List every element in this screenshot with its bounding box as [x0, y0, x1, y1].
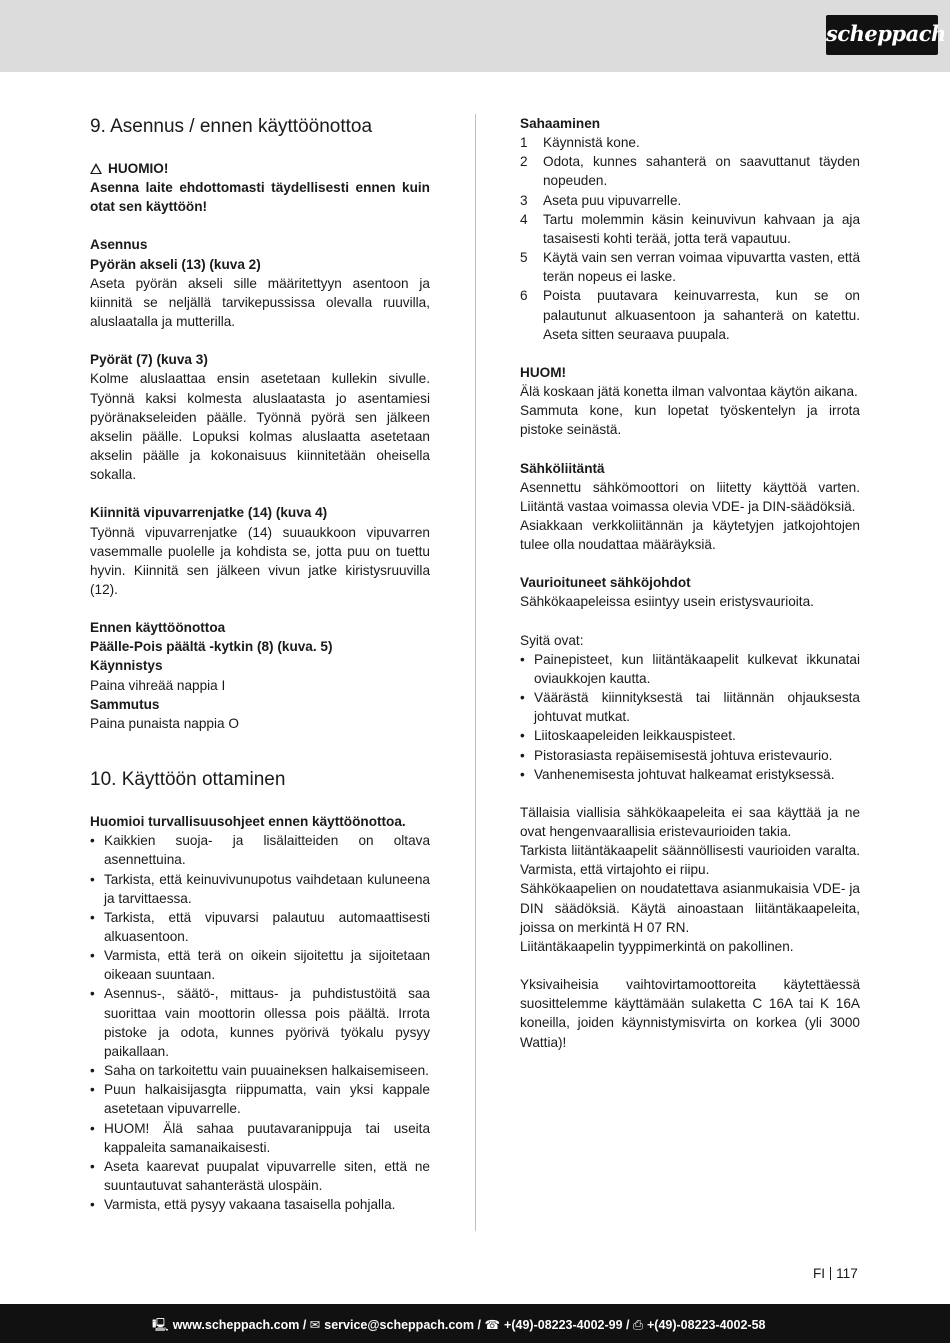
sawing-steps [520, 133, 860, 344]
sawing-heading: Sahaaminen [520, 116, 601, 131]
page-lang: FI [813, 1266, 826, 1281]
power-text-2: Asiakkaan verkkoliitännän ja käytetyjen jatkojohtojen tulee olla noudattaa määräyksiä. [520, 517, 860, 553]
logo-text: scheppach [826, 21, 946, 46]
list-item: • Aseta kaarevat puupalat vipuvarrelle siten, että ne suuntautuvat sahanterästä ulospäin. [90, 1158, 430, 1194]
scheppach-logo [826, 15, 946, 55]
lever-heading: Kiinnitä vipuvarrenjatke (14) (kuva 4) [90, 505, 328, 521]
causes-heading: Syitä ovat: [520, 632, 584, 648]
list-item: • Saha on tarkoitettu vain puuaineksen halkaisemiseen. [90, 1063, 429, 1079]
list-item: 2 Odota, kunnes sahanterä on saavuttanut täyden nopeuden. [520, 154, 860, 189]
list-item: • Vanhenemisesta johtuvat halkeamat eristyksessä. [520, 766, 835, 782]
list-item: • Tarkista, että vipuvarsi palautuu automaattisesti alkuasentoon. [90, 909, 430, 944]
footer-fax: +(49)-08223-4002-58 [646, 1318, 766, 1332]
note-heading: HUOM! [520, 364, 567, 380]
before-use-heading: Ennen käyttöönottoa [90, 620, 226, 636]
damaged-heading: Vaurioituneet sähköjohdot [520, 575, 691, 591]
wheels-heading: Pyörät (7) (kuva 3) [90, 352, 208, 368]
cable-text-1: Tällaisia viallisia sähkökaapeleita ei saa käyttää ja ne ovat hengenvaarallisia eristevaurioiden takia. [520, 804, 860, 839]
power-text-1: Asennettu sähkömoottori on liitetty käyttöä varten. Liitäntä vastaa voimassa olevia VDE- ja DIN-säädöksiä. [520, 479, 860, 514]
list-item: 5 Käytä vain sen verran voimaa vipuvartta vasten, että terän nopeus ei laske. [520, 250, 860, 285]
causes-list [520, 650, 860, 784]
start-heading: Käynnistys [90, 658, 163, 674]
start-text: Paina vihreää nappia I [90, 677, 226, 693]
phone-icon: ☎ [484, 1318, 501, 1332]
list-item: • Tarkista, että keinuvivunupotus vaihdetaan kuluneena ja tarvittaessa. [90, 871, 430, 906]
header-band [0, 0, 950, 72]
damaged-text: Sähkökaapeleissa esiintyy usein eristysvaurioita. [520, 594, 814, 610]
computer-icon: 🖳 [152, 1318, 169, 1332]
list-item: 4 Tartu molemmin käsin keinuvivun kahvaan ja aja tasaisesti kohti terää, jotta terä vapautuu. [520, 211, 860, 246]
note-text-1: Älä koskaan jätä konetta ilman valvontaa käytön aikana. [520, 384, 858, 400]
power-heading: Sähköliitäntä [520, 460, 605, 476]
stop-text: Paina punaista nappia O [90, 715, 239, 731]
right-column [520, 114, 860, 1052]
list-item: • Väärästä kiinnityksestä tai liitännän ohjauksesta johtuvat mutkat. [520, 690, 860, 725]
list-item: • Puun halkaisijasgta riippumatta, vain yksi kappale asetetaan vipuvarrelle. [90, 1082, 430, 1117]
warning-title: HUOMIO! [90, 159, 430, 178]
list-item: • Pistorasiasta repäisemisestä johtuva eristevaurio. [520, 747, 833, 763]
wheels-text: Kolme aluslaattaa ensin asetetaan kullekin sivulle. Työnnä kaksi kolmesta aluslaatasta jo asentamiesi pyöränakseleiden päälle. Työnnä pyörä sen jälkeen akselin päälle. Lopuksi kolmas aluslaatta asetetaan akselin päälle ja kokonaisuus kiinnitetään oheisella sokalla. [90, 371, 430, 483]
footer-band [0, 1304, 950, 1343]
cable-text-4: Liitäntäkaapelin tyyppimerkintä on pakollinen. [520, 938, 794, 954]
section-10-title: 10. Käyttöön ottaminen [90, 769, 286, 791]
safety-list [90, 831, 430, 1214]
list-item: 6 Poista puutavara keinuvarresta, kun se on palautunut alkuasentoon ja sahanterä on katettu. Aseta sitten seuraava puupala. [520, 288, 860, 342]
safety-heading: Huomioi turvallisuusohjeet ennen käyttöönottoa. [90, 814, 406, 830]
lever-text: Työnnä vipuvarrenjatke (14) suuaukkoon vipuvarren vasemmalle puolelle ja kohdista se, jotta puu on tuettu hyvin. Kiinnitä sen jälkeen vivun jatke kiristysruuvilla (12). [90, 524, 430, 597]
mail-icon: ✉ [309, 1318, 321, 1332]
page-number [813, 1266, 858, 1281]
note-text-2: Sammuta kone, kun lopetat työskentelyn ja irrota pistoke seinästä. [520, 403, 860, 438]
warning-text: Asenna laite ehdottomasti täydellisesti ennen kuin otat sen käyttöön! [90, 180, 430, 215]
list-item: • Asennus-, säätö-, mittaus- ja puhdistustöitä saa suorittaa vain moottorin ollessa pois päältä. Irrota pistoke ja odota, kunnes pyörivä työkalu pysyy paikallaan. [90, 986, 430, 1059]
page-number-separator [830, 1267, 831, 1280]
footer-email[interactable]: service@scheppach.com / [324, 1318, 481, 1332]
list-item: 1 Käynnistä kone. [520, 135, 640, 151]
list-item: • Varmista, että pysyy vakaana tasaisella pohjalla. [90, 1197, 396, 1213]
motor-text: Yksivaiheisia vaihtovirtamoottoreita käytettäessä suosittelemme käyttämään sulaketta C 16A tai K 16A koneilla, joiden käynnistymisvirta on korkea (yli 3000 Wattia)! [520, 977, 860, 1050]
footer-web[interactable]: www.scheppach.com / [172, 1318, 307, 1332]
cable-text-2: Tarkista liitäntäkaapelit säännöllisesti vaurioiden varalta. Varmista, että virtajohto ei riipu. [520, 843, 860, 878]
left-column [90, 114, 430, 1214]
footer-phone: +(49)-08223-4002-99 / [504, 1318, 630, 1332]
list-item: • Varmista, että terä on oikein sijoitettu ja sijoitetaan oikeaan suuntaan. [90, 948, 430, 983]
list-item: • Liitoskaapeleiden leikkauspisteet. [520, 728, 736, 744]
wheel-axle-text: Aseta pyörän akseli sille määritettyyn asentoon ja kiinnitä se neljällä tarvikepussissa olevalla ruuvilla, aluslaatalla ja mutterilla. [90, 275, 430, 330]
list-item: 3 Aseta puu vipuvarrelle. [520, 192, 682, 208]
list-item: • Painepisteet, kun liitäntäkaapelit kulkevat ikkunatai oviaukkojen kautta. [520, 651, 860, 686]
column-divider [475, 114, 476, 1231]
warning-icon [90, 163, 102, 174]
footer-contacts [152, 1316, 765, 1337]
wheel-axle-heading: Pyörän akseli (13) (kuva 2) [90, 256, 261, 272]
list-item: • HUOM! Älä sahaa puutavaranippuja tai useita kappaleita samanaikaisesti. [90, 1120, 430, 1155]
cable-text-3: Sähkökaapelien on noudatettava asianmukaisia VDE- ja DIN säädöksiä. Käytä ainoastaan liitäntäkaapeleita, joissa on merkintä H 07 RN. [520, 881, 860, 935]
stop-heading: Sammutus [90, 696, 160, 712]
page-number-value: 117 [836, 1266, 858, 1281]
asennus-heading: Asennus [90, 237, 148, 253]
switch-heading: Päälle-Pois päältä -kytkin (8) (kuva. 5) [90, 639, 333, 655]
fax-icon: ⎙ [632, 1318, 643, 1332]
list-item: • Kaikkien suoja- ja lisälaitteiden on oltava asennettuina. [90, 833, 430, 868]
section-9-title: 9. Asennus / ennen käyttöönottoa [90, 116, 373, 137]
